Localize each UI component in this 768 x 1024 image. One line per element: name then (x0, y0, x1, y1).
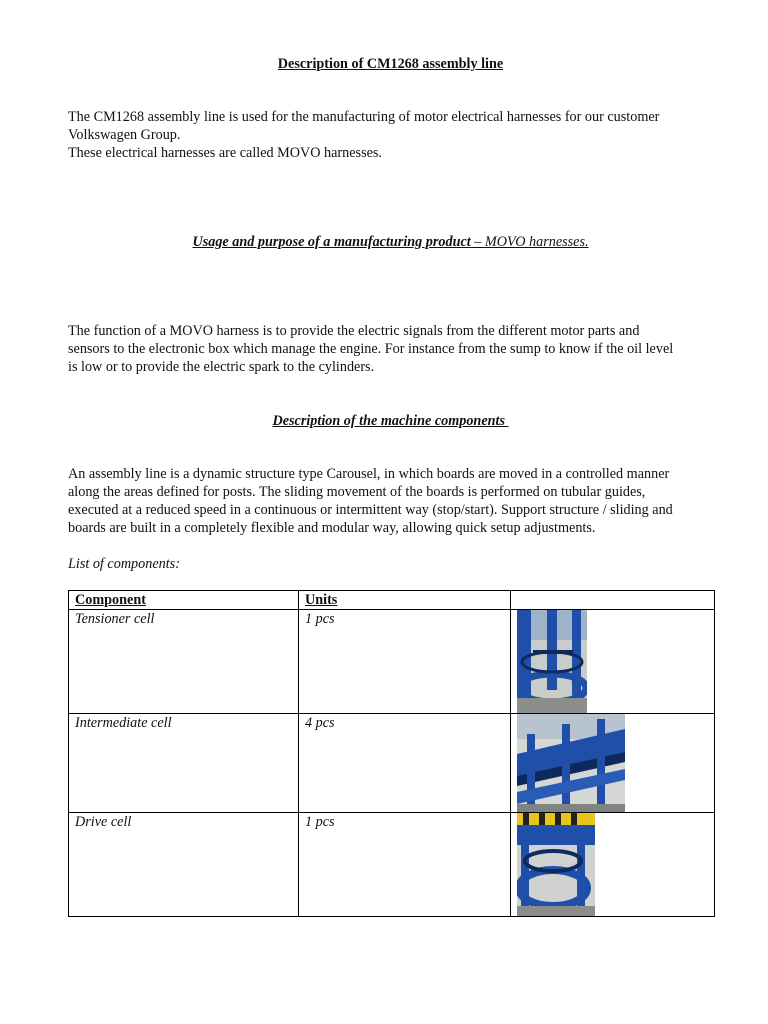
components-heading (68, 412, 713, 430)
intro-line-1: The CM1268 assembly line is used for the manufacturing of motor electrical harnesses for our customer (68, 109, 660, 125)
table-header-row (69, 591, 715, 610)
header-units: Units (299, 591, 511, 610)
components-table (68, 590, 715, 917)
function-line-2: sensors to the electronic box which manage the engine. For instance from the sump to know if the oil level (68, 341, 674, 357)
usage-heading-italic: MOVO harnesses. (484, 234, 589, 250)
usage-heading (68, 233, 713, 251)
intro-paragraph (68, 108, 713, 162)
drive-cell-photo-icon (517, 813, 595, 916)
function-paragraph (68, 322, 713, 376)
assembly-line-2: along the areas defined for posts. The sliding movement of the boards is performed on tubular guides, (68, 484, 646, 500)
row-component: Drive cell (69, 813, 299, 917)
table-row (69, 813, 715, 917)
row-units: 1 pcs (299, 610, 511, 714)
row-units: 1 pcs (299, 813, 511, 917)
row-image (511, 610, 715, 714)
table-row (69, 714, 715, 813)
tensioner-cell-photo-icon (517, 610, 587, 713)
function-line-3: is low or to provide the electric spark to the cylinders. (68, 359, 375, 375)
intro-line-2: Volkswagen Group. (68, 127, 181, 143)
header-component: Component (69, 591, 299, 610)
function-line-1: The function of a MOVO harness is to provide the electric signals from the different motor parts and (68, 323, 640, 339)
intro-line-3: These electrical harnesses are called MOVO harnesses. (68, 145, 382, 161)
row-component: Tensioner cell (69, 610, 299, 714)
usage-heading-bold: Usage and purpose of a manufacturing product (192, 234, 471, 250)
assembly-line-4: boards are built in a completely flexible and modular way, allowing quick setup adjustments. (68, 520, 596, 536)
assembly-line-3: executed at a reduced speed in a continuous or intermittent way (stop/start). Support structure / sliding and (68, 502, 673, 518)
row-component: Intermediate cell (69, 714, 299, 813)
row-image (511, 714, 715, 813)
components-heading-text: Description of the machine components (272, 413, 505, 429)
table-row (69, 610, 715, 714)
header-image (511, 591, 715, 610)
row-units: 4 pcs (299, 714, 511, 813)
list-of-components-label: List of components: (68, 556, 180, 572)
assembly-line-1: An assembly line is a dynamic structure type Carousel, in which boards are moved in a controlled manner (68, 466, 670, 482)
usage-heading-dash: – (470, 234, 485, 250)
assembly-paragraph (68, 465, 713, 537)
intermediate-cell-photo-icon (517, 714, 625, 812)
document-title: Description of CM1268 assembly line (277, 56, 504, 72)
row-image (511, 813, 715, 917)
